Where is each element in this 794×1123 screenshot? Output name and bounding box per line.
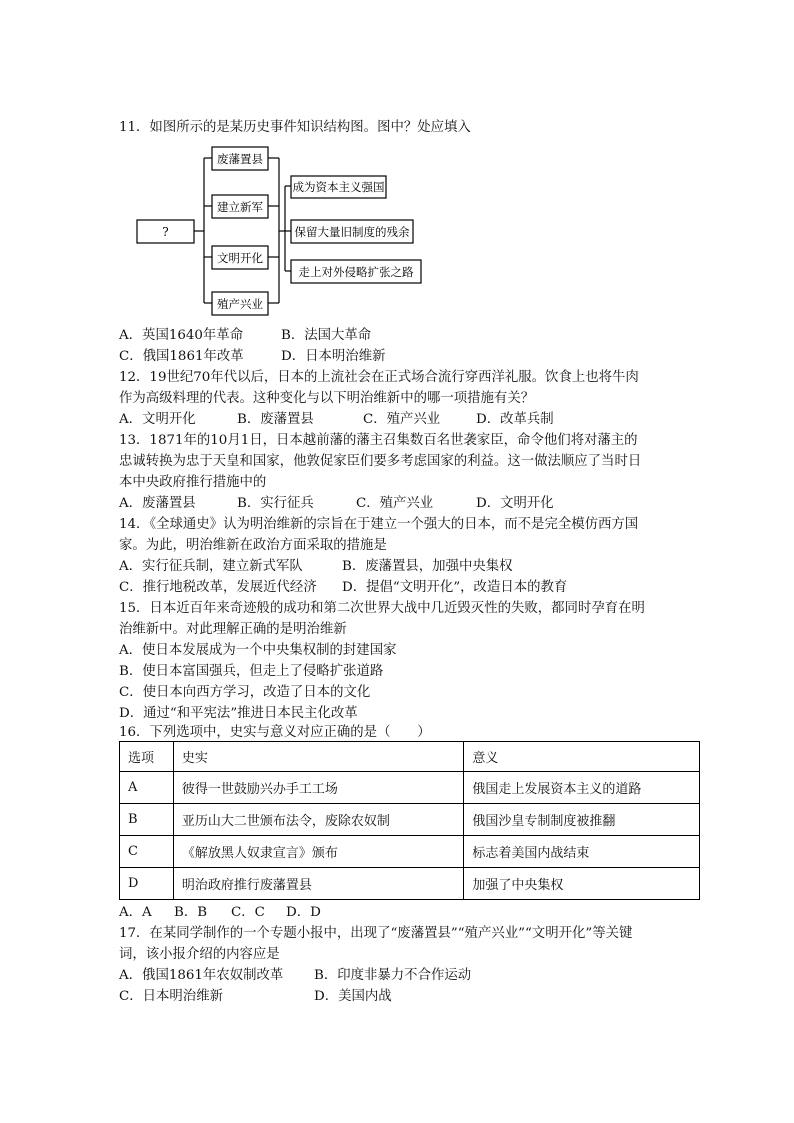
q11-option-c[interactable]: C．俄国1861年改革 xyxy=(119,349,244,364)
q17-option-b[interactable]: B．印度非暴力不合作运动 xyxy=(314,968,472,983)
q14-option-b[interactable]: B．废藩置县，加强中央集权 xyxy=(342,559,513,574)
diagram-center-label: ? xyxy=(162,225,169,239)
table-header-cell: 史实 xyxy=(173,742,463,772)
table-cell: D xyxy=(120,868,174,900)
q12-option-c[interactable]: C．殖产兴业 xyxy=(363,412,441,427)
q11-structure-diagram xyxy=(0,0,794,330)
table-cell: B xyxy=(120,804,174,836)
table-row xyxy=(120,772,700,804)
table-cell: 彼得一世鼓励兴办手工工场 xyxy=(173,772,463,804)
q13-option-a[interactable]: A．废藩置县 xyxy=(119,496,196,511)
diagram-measure-label-2: 建立新军 xyxy=(217,200,263,214)
table-cell: 俄国走上发展资本主义的道路 xyxy=(464,772,700,804)
table-row xyxy=(120,868,700,900)
q15-option-b[interactable]: B．使日本富国强兵，但走上了侵略扩张道路 xyxy=(119,664,384,679)
table-cell: 明治政府推行废藩置县 xyxy=(173,868,463,900)
table-cell: 《解放黑人奴隶宣言》颁布 xyxy=(173,836,463,868)
table-cell: 亚历山大二世颁布法令，废除农奴制 xyxy=(173,804,463,836)
q15-option-d[interactable]: D．通过“和平宪法”推进日本民主化改革 xyxy=(119,706,358,721)
diagram-measure-label-4: 殖产兴业 xyxy=(217,297,263,311)
table-header-cell: 选项 xyxy=(120,742,174,772)
q12-stem-line-2: 作为高级料理的代表。这种变化与以下明治维新中的哪一项措施有关？ xyxy=(119,391,535,406)
diagram-measure-label-1: 废藩置县 xyxy=(217,152,263,166)
q12-option-d[interactable]: D．改革兵制 xyxy=(476,412,554,427)
q15-option-a[interactable]: A．使日本发展成为一个中央集权制的封建国家 xyxy=(119,643,397,658)
table-row xyxy=(120,836,700,868)
q12-option-b[interactable]: B．废藩置县 xyxy=(237,412,314,427)
table-header-row xyxy=(120,742,700,772)
q13-stem-line-3: 本中央政府推行措施中的 xyxy=(119,475,267,490)
table-cell: 俄国沙皇专制制度被推翻 xyxy=(464,804,700,836)
q16-option-d[interactable]: D．D xyxy=(286,905,321,920)
q17-option-d[interactable]: D．美国内战 xyxy=(314,989,392,1004)
q15-stem-line-1: 15．日本近百年来奇迹般的成功和第二次世界大战中几近毁灭性的失败，都同时孕育在明 xyxy=(119,601,645,616)
q16-option-a[interactable]: A．A xyxy=(119,905,152,920)
q15-stem-line-2: 治维新中。对此理解正确的是明治维新 xyxy=(119,622,347,637)
q17-option-a[interactable]: A．俄国1861年农奴制改革 xyxy=(119,968,284,983)
q13-stem-line-2: 忠诚转换为忠于天皇和国家，他敦促家臣们要多考虑国家的利益。这一做法顺应了当时日 xyxy=(119,454,642,469)
q13-option-b[interactable]: B．实行征兵 xyxy=(237,496,314,511)
q17-option-c[interactable]: C．日本明治维新 xyxy=(119,989,223,1004)
diagram-measure-label-3: 文明开化 xyxy=(217,251,263,265)
q14-option-c[interactable]: C．推行地税改革，发展近代经济 xyxy=(119,580,317,595)
q15-option-c[interactable]: C．使日本向西方学习，改造了日本的文化 xyxy=(119,685,371,700)
q14-stem-line-2: 家。为此，明治维新在政治方面采取的措施是 xyxy=(119,538,387,553)
table-header-cell: 意义 xyxy=(464,742,700,772)
q11-stem: 11．如图所示的是某历史事件知识结构图。图中？处应填入 xyxy=(119,120,471,135)
q16-option-c[interactable]: C．C xyxy=(231,905,265,920)
diagram-result-label-1: 成为资本主义强国 xyxy=(292,180,385,194)
q14-option-a[interactable]: A．实行征兵制，建立新式军队 xyxy=(119,559,303,574)
q17-stem-line-2: 词，该小报介绍的内容应是 xyxy=(119,947,280,962)
table-cell: C xyxy=(120,836,174,868)
q12-option-a[interactable]: A．文明开化 xyxy=(119,412,196,427)
diagram-result-label-2: 保留大量旧制度的残余 xyxy=(294,225,410,239)
q16-stem: 16．下列选项中，史实与意义对应正确的是（ ） xyxy=(119,725,431,740)
table-cell: A xyxy=(120,772,174,804)
table-cell: 加强了中央集权 xyxy=(464,868,700,900)
q16-option-b[interactable]: B．B xyxy=(174,905,208,920)
table-row xyxy=(120,804,700,836)
q11-option-d[interactable]: D．日本明治维新 xyxy=(281,349,386,364)
table-cell: 标志着美国内战结束 xyxy=(464,836,700,868)
q12-stem-line-1: 12．19世纪70年代以后，日本的上流社会在正式场合流行穿西洋礼服。饮食上也将牛肉 xyxy=(119,370,639,385)
q11-option-b[interactable]: B．法国大革命 xyxy=(281,328,372,343)
q14-stem-line-1: 14．《全球通史》认为明治维新的宗旨在于建立一个强大的日本，而不是完全模仿西方国 xyxy=(119,517,639,532)
q16-table xyxy=(119,741,700,900)
q13-option-c[interactable]: C．殖产兴业 xyxy=(356,496,434,511)
q11-option-a[interactable]: A．英国1640年革命 xyxy=(119,328,244,343)
q17-stem-line-1: 17．在某同学制作的一个专题小报中，出现了“废藩置县”“殖产兴业”“文明开化”等关键 xyxy=(119,926,633,941)
q14-option-d[interactable]: D．提倡“文明开化”，改造日本的教育 xyxy=(342,580,568,595)
q13-option-d[interactable]: D．文明开化 xyxy=(476,496,554,511)
q13-stem-line-1: 13．1871年的10月1日，日本越前藩的藩主召集数百名世袭家臣，命令他们将对藩主的 xyxy=(119,433,638,448)
diagram-result-label-3: 走上对外侵略扩张之路 xyxy=(298,265,414,279)
